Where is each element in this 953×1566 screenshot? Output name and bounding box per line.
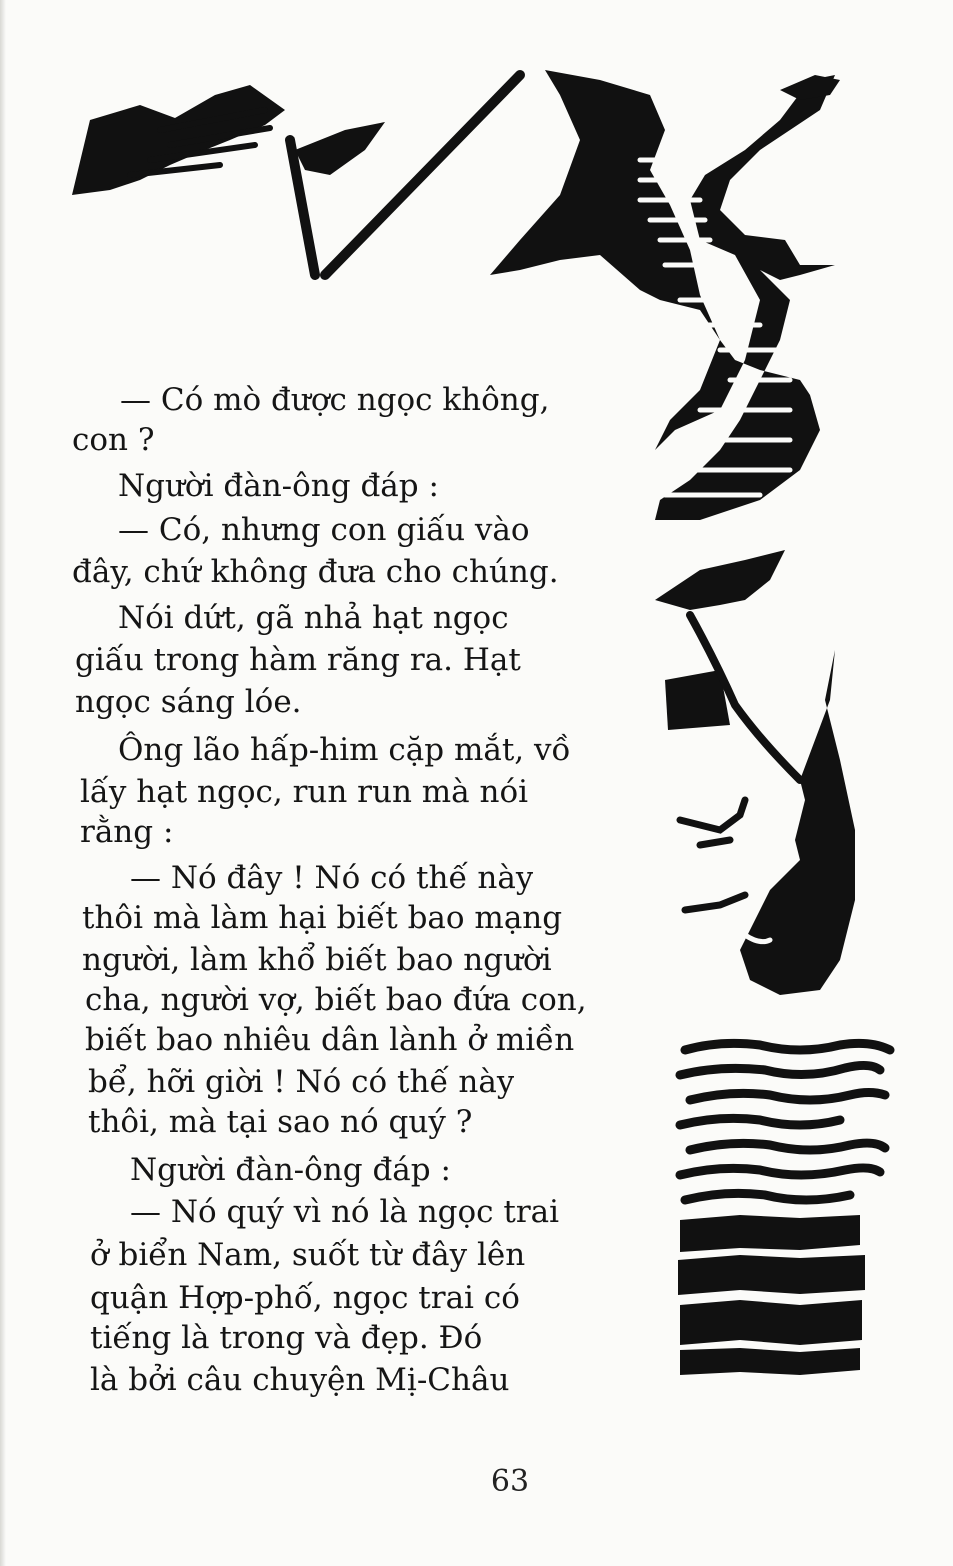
text-line: là bởi câu chuyện Mị-Châu [90, 1362, 510, 1398]
text-line: giấu trong hàm răng ra. Hạt [75, 642, 521, 678]
text-line: đây, chứ không đưa cho chúng. [72, 554, 559, 590]
text-line: — Có, nhưng con giấu vào [118, 512, 530, 548]
text-line: Người đàn-ông đáp : [118, 468, 439, 504]
text-line: quận Hợp-phố, ngọc trai có [90, 1280, 520, 1316]
text-line: rằng : [80, 814, 174, 850]
text-line: — Có mò được ngọc không, [120, 382, 550, 418]
wave-lines [680, 1043, 890, 1200]
text-line: người, làm khổ biết bao người [82, 942, 552, 978]
text-line: bể, hỡi giời ! Nó có thế này [88, 1064, 515, 1100]
figure-arm [680, 800, 745, 910]
text-line: biết bao nhiêu dân lành ở miền [85, 1022, 575, 1058]
text-line: lấy hạt ngọc, run run mà nói [80, 774, 529, 810]
text-line: cha, người vợ, biết bao đứa con, [85, 982, 587, 1018]
text-line: Ông lão hấp-him cặp mắt, vồ [118, 732, 571, 768]
text-line: Người đàn-ông đáp : [130, 1152, 451, 1188]
text-line: ngọc sáng lóe. [75, 684, 302, 720]
text-line: — Nó quý vì nó là ngọc trai [130, 1194, 560, 1230]
pennant [295, 122, 385, 175]
text-line: Nói dứt, gã nhả hạt ngọc [118, 600, 509, 636]
text-line: ở biển Nam, suốt từ đây lên [90, 1237, 526, 1273]
spear [325, 75, 520, 275]
text-line: — Nó đây ! Nó có thế này [130, 860, 534, 896]
wave-blocks [678, 1215, 865, 1375]
text-line: con ? [72, 422, 155, 458]
text-line: thôi, mà tại sao nó quý ? [88, 1104, 473, 1140]
left-flag-shape [72, 85, 285, 195]
mountain-shape [490, 70, 835, 520]
text-line: thôi mà làm hại biết bao mạng [82, 900, 563, 936]
text-line: tiếng là trong và đẹp. Đó [90, 1320, 483, 1356]
middle-flag-shape [655, 550, 785, 610]
bird-head [780, 75, 840, 100]
page-number: 63 [490, 1464, 530, 1499]
